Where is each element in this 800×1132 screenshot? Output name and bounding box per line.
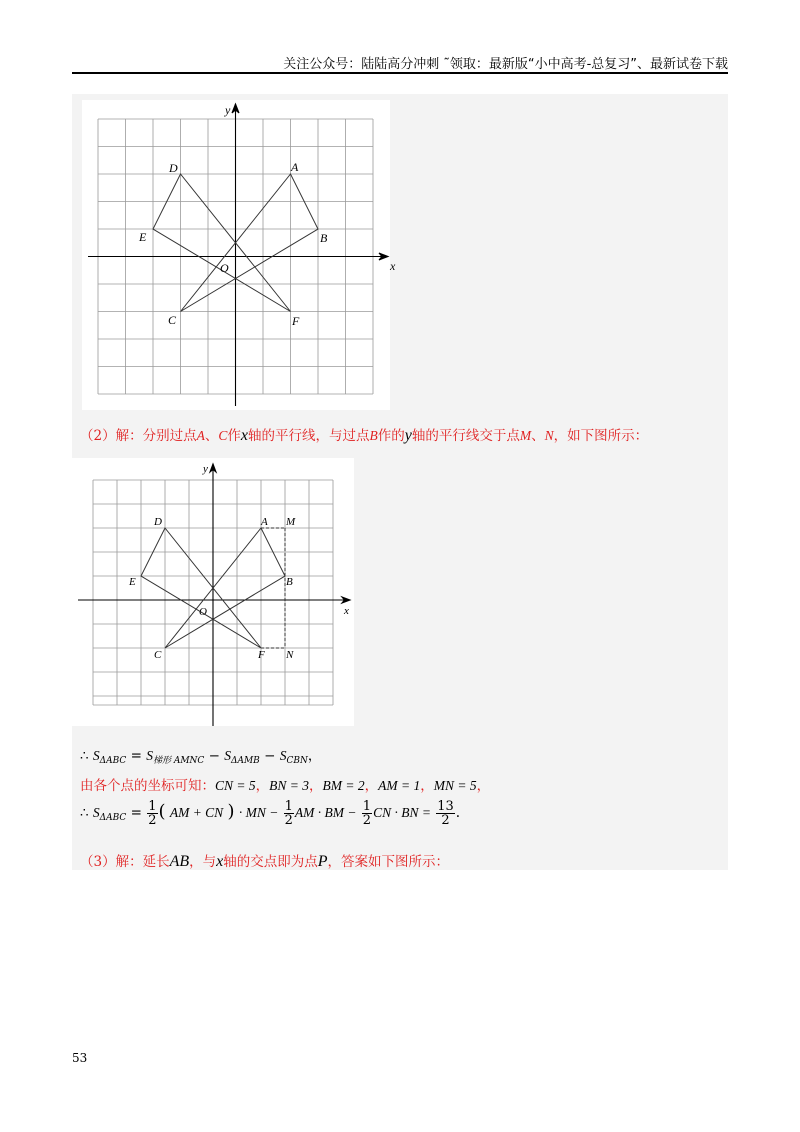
label-f: F — [258, 649, 265, 661]
coordinate-figure-1 — [82, 100, 396, 410]
label-origin: O — [220, 261, 229, 275]
page-number: 53 — [72, 1051, 88, 1065]
label-origin: O — [199, 606, 207, 618]
solution-block — [72, 94, 728, 870]
area-calculation: ∴ $S_{\Delta ABC}$ = $\frac{1}{2}$ ( AM + CN ) · MN − $\frac{1}{2}$ AM · BM − $\frac{1}{2}$ CN · BN = $\frac{13}{2}$ . — [80, 799, 461, 828]
label-d: D — [154, 516, 162, 528]
grid-diagram-1 — [82, 100, 396, 410]
grid-diagram-2 — [72, 458, 354, 726]
label-y: y — [225, 103, 231, 117]
label-e: E — [139, 230, 147, 244]
label-m: M — [286, 516, 296, 528]
label-a: A — [261, 516, 268, 528]
fraction-half: $\frac{1}{2}$ — [362, 799, 372, 828]
fraction-result: $\frac{13}{2}$ — [437, 799, 454, 828]
fraction-half: $\frac{1}{2}$ — [148, 799, 157, 828]
page-header: 关注公众号：陆陆高分冲刺 ˜领取：最新版“小中高考-总复习”、最新试卷下载 — [283, 57, 728, 72]
label-c: C — [168, 313, 177, 327]
fraction-half: $\frac{1}{2}$ — [284, 799, 293, 828]
label-x: x — [344, 605, 349, 617]
part2-text: （2）解：分别过点A、C作x轴的平行线，与过点B作的y轴的平行线交于点M、N，如下图所示： — [80, 427, 649, 444]
part3-text: （3）解：延长AB，与x轴的交点即为点P，答案如下图所示： — [80, 853, 450, 870]
label-f: F — [292, 314, 300, 328]
header-rule — [72, 72, 728, 74]
label-x: x — [390, 259, 396, 273]
area-decomposition: ∴ $S_{\Delta ABC} = S_{梯形 AMNC} - S_{\Delta AMB} - S_{CBN}$， — [80, 748, 322, 766]
label-y: y — [203, 463, 208, 475]
label-d: D — [169, 161, 178, 175]
label-a: A — [291, 160, 299, 174]
label-e: E — [129, 576, 136, 588]
coordinate-figure-2 — [72, 458, 354, 726]
label-n: N — [286, 649, 294, 661]
segment-lengths: 由各个点的坐标可知：CN = 5，BN = 3，BM = 2，AM = 1，MN = 5， — [80, 778, 491, 794]
label-c: C — [154, 649, 162, 661]
label-b: B — [286, 576, 293, 588]
label-b: B — [320, 231, 328, 245]
